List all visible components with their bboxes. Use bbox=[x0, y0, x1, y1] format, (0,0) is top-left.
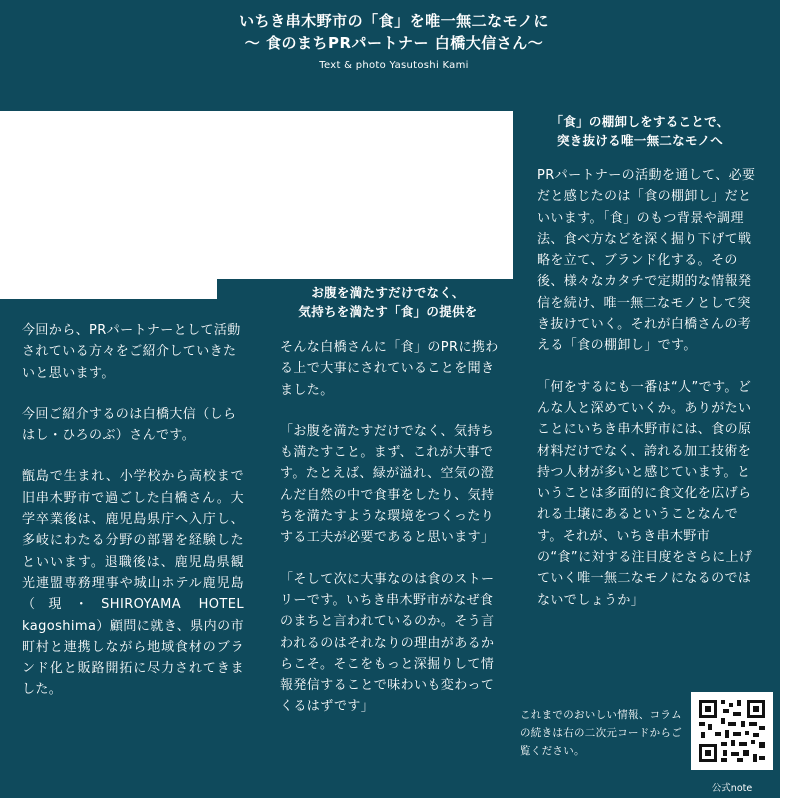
photo-placeholder bbox=[0, 111, 513, 279]
photo-placeholder-extension bbox=[0, 279, 217, 299]
quote-paragraph: 「何をするにも一番は“人”です。どんな人と深めていくか。ありがたいことにいちき串木野市には、食の原材料だけでなく、誇れる加工技術を持つ人材が多いと感じています。ということは多面的に食文化を広げられる土壌にあるということなんです。それが、いちき串木野市の“食”に対する注目度をさらに上げていく唯一無二なモノになるのではないでしょうか」 bbox=[537, 379, 753, 608]
heading-line: 突き抜ける唯一無二なモノへ bbox=[556, 133, 724, 148]
quote-paragraph: 「お腹を満たすだけでなく、気持ちも満たすこと。まず、これが大事です。たとえば、緑が溢れ、空気の澄んだ自然の中で食事をしたり、気持ちを満たすような環境をつくったりする工夫が必要であると思います」 bbox=[280, 423, 495, 546]
qr-label: 公式note bbox=[711, 783, 753, 794]
heading-line: お腹を満たすだけでなく、 bbox=[311, 285, 465, 300]
quote-paragraph: 「そして次に大事なのは食のストーリーです。いちき串木野市がなぜ食のまちと言われているのか。そう言われるのはそれなりの理由があるからこそ。そこをもっと深掘りして情報発信することで味わいも変わってくるはずです」 bbox=[280, 571, 495, 715]
column-intro bbox=[22, 320, 244, 701]
paragraph: PRパートナーの活動を通して、必要だと感じたのは「食の棚卸し」だといいます。「食」のもつ背景や調理法、食べ方などを深く掘り下げて戦略を立て、ブランド化する。その後、様々なカタチで定期的な情報発信を続け、唯一無二なモノとして突き抜けていく。それが白橋さんの考える「食の棚卸し」です。 bbox=[537, 168, 756, 354]
qr-code-icon[interactable] bbox=[691, 692, 773, 770]
column-interview bbox=[280, 337, 500, 718]
column-strategy bbox=[537, 165, 759, 611]
paragraph: 今回ご紹介するのは白橋大信（しらはし・ひろのぶ）さんです。 bbox=[22, 406, 237, 444]
credit-line: Text & photo Yasutoshi Kami bbox=[319, 60, 469, 71]
section-heading bbox=[268, 283, 508, 321]
article-subtitle: 〜 食のまちPRパートナー 白橋大信さん〜 bbox=[244, 34, 544, 52]
note-caption: これまでのおいしい情報、コラムの続きは右の二次元コードからご覧ください。 bbox=[520, 709, 682, 757]
heading-line: 気持ちを満たす「食」の提供を bbox=[298, 304, 478, 319]
qr-code-graphic bbox=[699, 700, 765, 762]
paragraph: 今回から、PRパートナーとして活動されている方々をご紹介していきたいと思います。 bbox=[22, 323, 241, 381]
heading-line: 「食」の棚卸しをすることで、 bbox=[550, 114, 730, 129]
article-title: いちき串木野市の「食」を唯一無二なモノに bbox=[239, 12, 549, 30]
paragraph: そんな白橋さんに「食」のPRに携わる上で大事にされていることを聞きました。 bbox=[280, 340, 499, 398]
page-edge bbox=[780, 0, 788, 798]
paragraph: 甑島で生まれ、小学校から高校まで旧串木野市で過ごした白橋さん。大学卒業後は、鹿児島県庁へ入庁し、多岐にわたる分野の部署を経験したといいます。退職後は、鹿児島県観光連盟専務理事や城山ホテル鹿児島（現・SHIROYAMA HOTEL kagoshima）顧問に就き、県内の市町村と連携しながら地域食材のブランド化と販路開拓に尽力されてきました。 bbox=[22, 469, 244, 698]
section-heading bbox=[520, 112, 760, 150]
article-header bbox=[0, 10, 788, 71]
